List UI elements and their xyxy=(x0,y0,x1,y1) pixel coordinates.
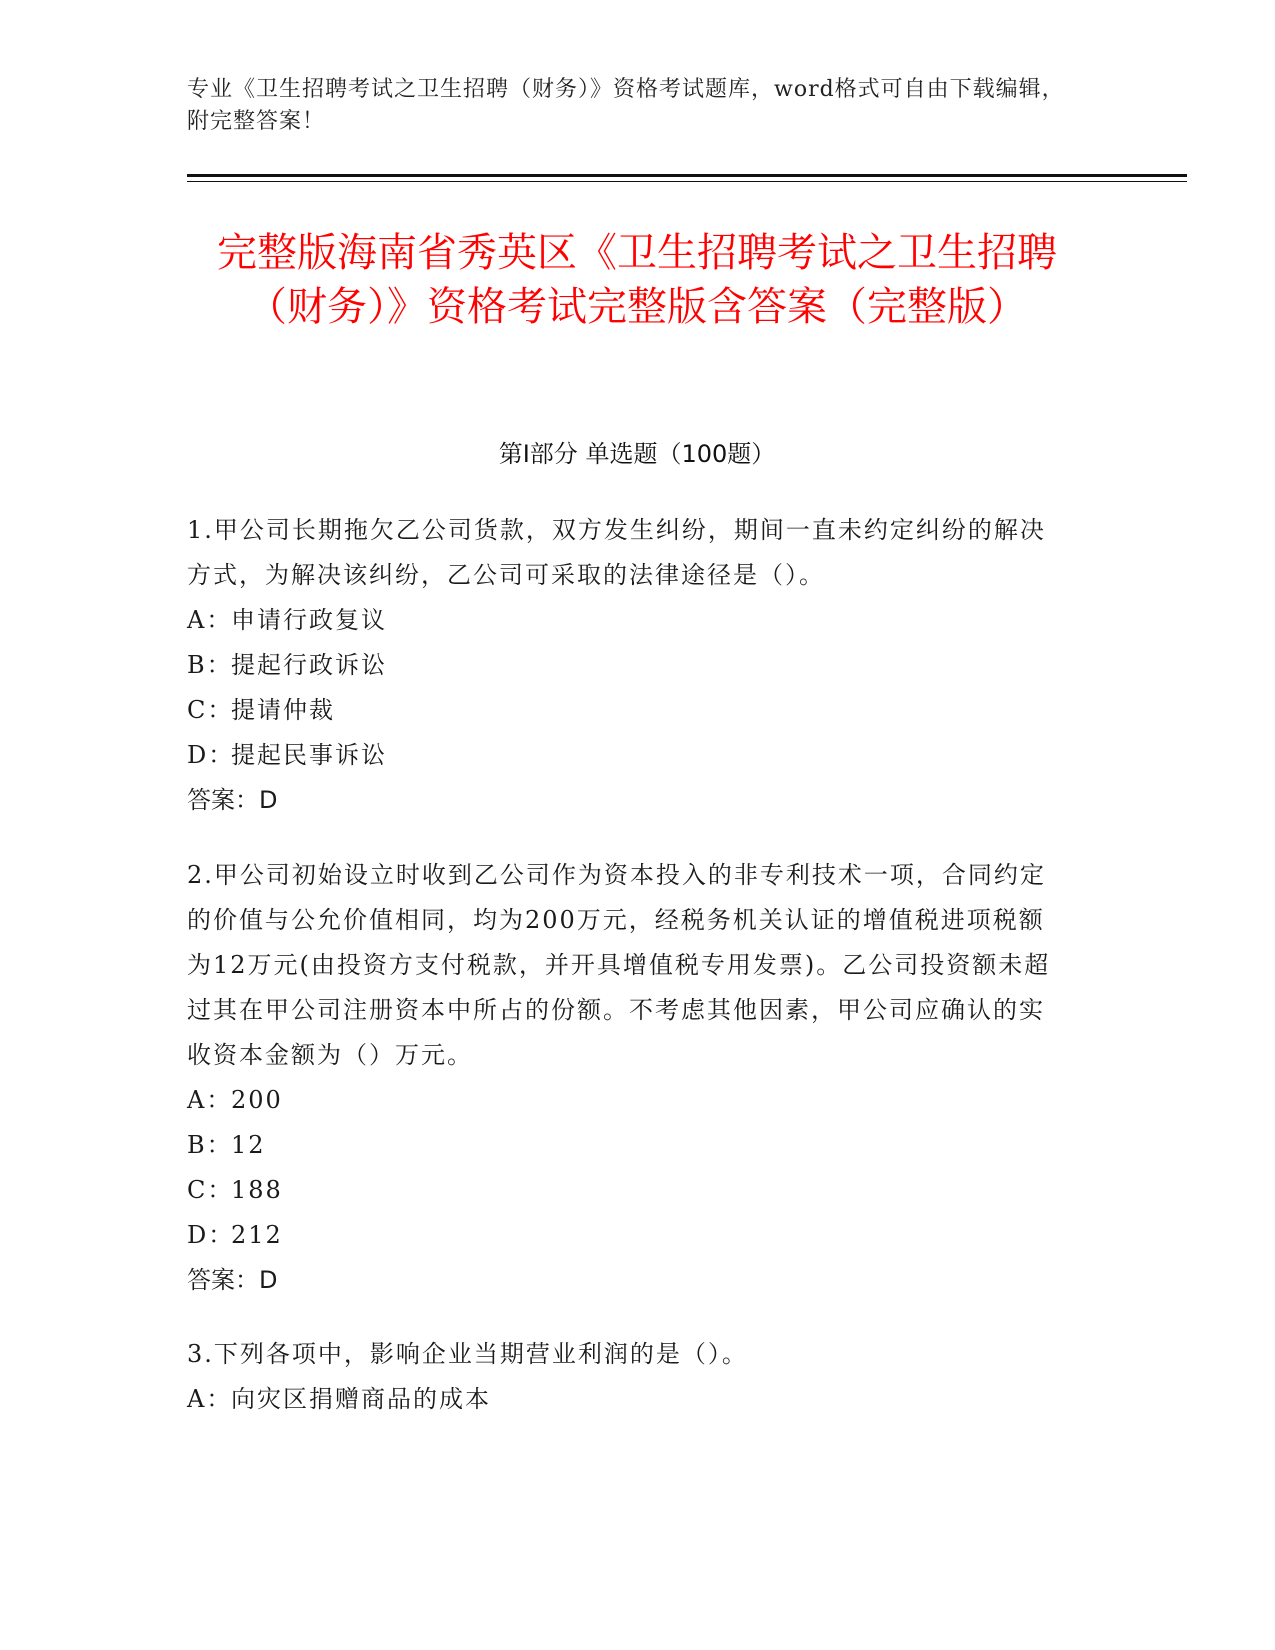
option-a xyxy=(187,1078,1067,1123)
option-a xyxy=(187,1377,1067,1422)
option-key: D： xyxy=(187,741,235,769)
option-key: C： xyxy=(187,1176,234,1204)
header-rule-thick xyxy=(187,174,1187,177)
document-title: 完整版海南省秀英区《卫生招聘考试之卫生招聘（财务）》资格考试完整版含答案（完整版） xyxy=(217,230,1057,330)
option-key: D： xyxy=(187,1221,235,1249)
question-3 xyxy=(187,1332,1067,1422)
option-key: B： xyxy=(187,651,233,679)
option-text: 提起民事诉讼 xyxy=(231,741,387,769)
option-key: B： xyxy=(187,1131,233,1159)
option-d xyxy=(187,733,1067,778)
option-key: C： xyxy=(187,696,234,724)
option-text: 12 xyxy=(231,1131,266,1159)
option-text: 188 xyxy=(231,1176,283,1204)
option-text: 200 xyxy=(231,1086,283,1114)
option-text: 212 xyxy=(231,1221,283,1249)
question-2 xyxy=(187,853,1067,1303)
option-text: 向灾区捐赠商品的成本 xyxy=(231,1385,491,1413)
answer: 答案：D xyxy=(187,786,278,814)
option-c xyxy=(187,688,1067,733)
header-note: 专业《卫生招聘考试之卫生招聘（财务）》资格考试题库，word格式可自由下载编辑，附完整答案！ xyxy=(187,77,1065,134)
question-stem: 1.甲公司长期拖欠乙公司货款，双方发生纠纷，期间一直未约定纠纷的解决方式，为解决该纠纷，乙公司可采取的法律途径是（）。 xyxy=(187,516,1046,589)
option-a xyxy=(187,598,1067,643)
question-stem: 2.甲公司初始设立时收到乙公司作为资本投入的非专利技术一项，合同约定的价值与公允价值相同，均为200万元，经税务机关认证的增值税进项税额为12万元(由投资方支付税款，并开具增值税专用发票)。乙公司投资额未超过其在甲公司注册资本中所占的份额。不考虑其他因素，甲公司应确认的实收资本金额为（）万元。 xyxy=(187,861,1051,1069)
option-c xyxy=(187,1168,1067,1213)
option-b xyxy=(187,643,1067,688)
option-text: 申请行政复议 xyxy=(231,606,387,634)
option-key: A： xyxy=(187,1086,233,1114)
question-stem: 3.下列各项中，影响企业当期营业利润的是（）。 xyxy=(187,1340,748,1368)
option-text: 提起行政诉讼 xyxy=(231,651,387,679)
question-1 xyxy=(187,508,1067,823)
option-key: A： xyxy=(187,1385,233,1413)
option-d xyxy=(187,1213,1067,1258)
header-rule-thin xyxy=(187,181,1187,182)
section-title: 第Ⅰ部分 单选题（100题） xyxy=(498,440,776,468)
answer: 答案：D xyxy=(187,1266,278,1294)
option-b xyxy=(187,1123,1067,1168)
option-key: A： xyxy=(187,606,233,634)
option-text: 提请仲裁 xyxy=(231,696,335,724)
